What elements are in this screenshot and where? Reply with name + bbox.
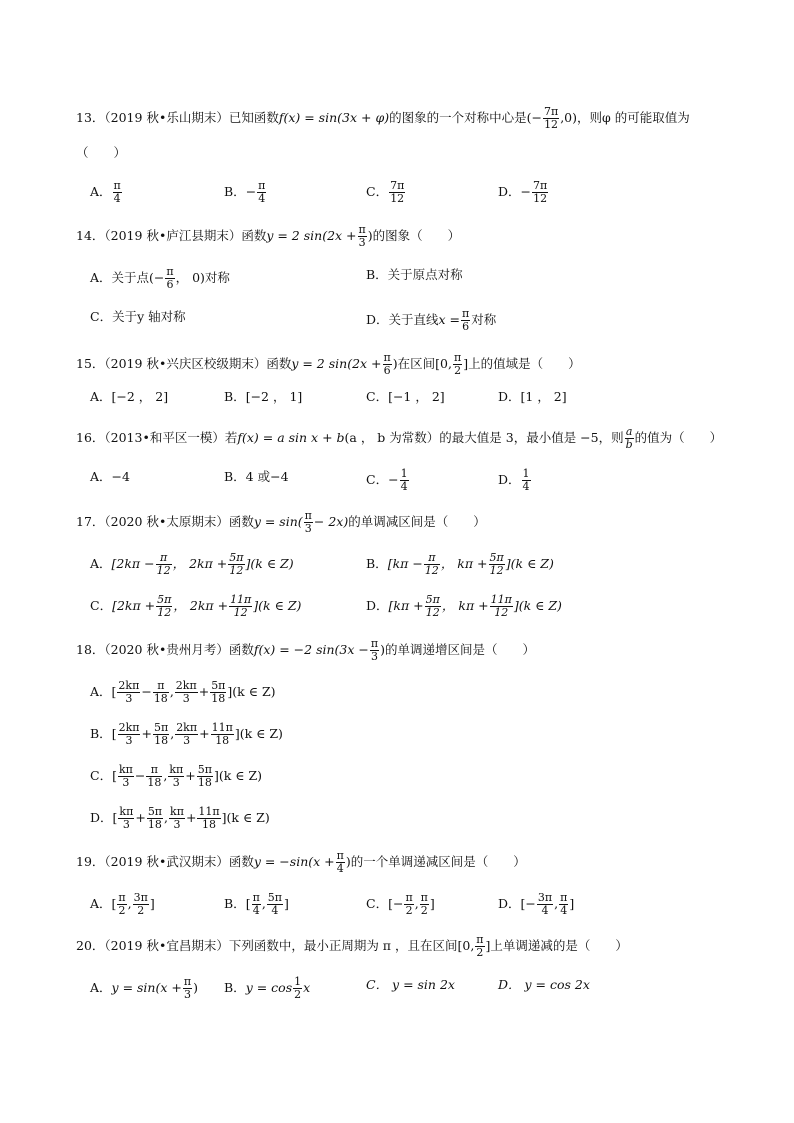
q15-function: y = 2 sin(2x +: [291, 356, 382, 371]
q15-function-fraction: $\frac{\pi}{6}$: [383, 351, 391, 377]
q17-function-tail: − 2x): [313, 514, 349, 529]
q13-stem: 13．（2019 秋•乐山期末）已知函数: [76, 110, 279, 125]
q13-center-pre: (−: [526, 110, 542, 125]
question-18: [76, 638, 535, 663]
q20-option-b[interactable]: B．y = cos $\frac{1}{2}$ x: [224, 975, 311, 1001]
q13-stem-b: 的图象的一个对称中心是: [389, 110, 527, 125]
q17-stem-b: 的单调减区间是（ ）: [348, 514, 486, 529]
q17-option-a[interactable]: A．[2kπ − $\frac{\pi}{12}$ ， 2kπ + $\frac{5\pi}{12}$ ](k ∈ Z): [90, 551, 294, 577]
question-20: [76, 934, 628, 959]
q20-interval-close: ]: [485, 938, 491, 953]
q15-option-d[interactable]: D．[1 ， 2]: [498, 389, 567, 404]
q20-option-d[interactable]: D． y = cos 2x: [498, 977, 590, 992]
q17-option-b[interactable]: B．[kπ − $\frac{\pi}{12}$ ， kπ + $\frac{5\pi}{12}$ ](k ∈ Z): [366, 551, 554, 577]
q20-option-c[interactable]: C． y = sin 2x: [366, 977, 455, 992]
q15-stem-b: 在区间: [397, 356, 436, 371]
question-14: [76, 224, 460, 249]
q13-function: f(x) = sin(3x + φ): [278, 110, 390, 125]
q16-option-d[interactable]: D． $\frac{1}{4}$: [498, 467, 530, 493]
q19-function-fraction: $\frac{\pi}{4}$: [336, 849, 344, 875]
q20-interval-open: [0,: [457, 938, 475, 953]
q19-stem-b: 的一个单调递减区间是（ ）: [350, 854, 526, 869]
q19-option-b[interactable]: B．[ $\frac{\pi}{4}$ , $\frac{5\pi}{4}$ ]: [224, 891, 289, 917]
q20-option-a[interactable]: A．y = sin(x + $\frac{\pi}{3}$ ): [90, 975, 198, 1001]
q16-option-c[interactable]: C．− $\frac{1}{4}$: [366, 467, 408, 493]
q13-option-d[interactable]: D．− $\frac{7\pi}{12}$: [498, 179, 548, 205]
q17-option-c[interactable]: C．[2kπ + $\frac{5\pi}{12}$ ， 2kπ + $\frac{11\pi}{12}$ ](k ∈ Z): [90, 593, 302, 619]
q16-stem-b: (a ， b 为常数）的最大值是 3，最小值是 −5，则: [344, 430, 624, 445]
q15-stem: 15．（2019 秋•兴庆区校级期末）函数: [76, 356, 292, 371]
q14-option-c[interactable]: C．关于y 轴对称: [90, 309, 186, 324]
q19-option-a[interactable]: A．[ $\frac{\pi}{2}$ , $\frac{3\pi}{2}$ ]: [90, 891, 155, 917]
q19-function-close: ): [345, 854, 351, 869]
q17-function-fraction: $\frac{\pi}{3}$: [304, 509, 312, 535]
q13-center-fraction: $\frac{7\pi}{12}$: [543, 105, 559, 131]
q14-function: y = 2 sin(2x +: [266, 228, 357, 243]
q13-option-a[interactable]: A． $\frac{\pi}{4}$: [90, 179, 121, 205]
q15-option-b[interactable]: B．[−2 ， 1]: [224, 389, 303, 404]
q18-function: f(x) = −2 sin(3x −: [253, 642, 369, 657]
q14-function-fraction: $\frac{\pi}{3}$: [358, 223, 366, 249]
question-15: [76, 352, 581, 377]
q14-option-d[interactable]: D．关于直线x = $\frac{\pi}{6}$ 对称: [366, 307, 497, 333]
q13-stem-c: ，则φ 的可能取值为: [577, 110, 690, 125]
q18-function-fraction: $\frac{\pi}{3}$: [370, 637, 379, 663]
q15-interval-close: ]: [463, 356, 469, 371]
q19-option-d[interactable]: D．[− $\frac{3\pi}{4}$ , $\frac{\pi}{4}$ ]: [498, 891, 575, 917]
q17-option-d[interactable]: D．[kπ + $\frac{5\pi}{12}$ ， kπ + $\frac{11\pi}{12}$ ](k ∈ Z): [366, 593, 562, 619]
q19-option-c[interactable]: C．[− $\frac{\pi}{2}$ , $\frac{\pi}{2}$ ]: [366, 891, 435, 917]
q18-stem: 18．（2020 秋•贵州月考）函数: [76, 642, 254, 657]
q16-function: f(x) = a sin x + b: [237, 430, 345, 445]
q17-stem: 17．（2020 秋•太原期末）函数: [76, 514, 254, 529]
q20-interval-fraction: $\frac{\pi}{2}$: [476, 933, 484, 959]
q13-option-b[interactable]: B．− $\frac{\pi}{4}$: [224, 179, 266, 205]
q18-stem-b: 的单调递增区间是（ ）: [385, 642, 536, 657]
question-13: [76, 106, 690, 131]
q18-option-a[interactable]: A．[ $\frac{2k\pi}{3}$ − $\frac{\pi}{18}$ , $\frac{2k\pi}{3}$ + $\frac{5\pi}{18}$ ](k ∈ Z): [90, 679, 276, 705]
q13-answer-paren: （ ）: [76, 145, 127, 160]
q15-option-a[interactable]: A．[−2 ， 2]: [90, 389, 169, 404]
q18-option-d[interactable]: D．[ $\frac{k\pi}{3}$ + $\frac{5\pi}{18}$ , $\frac{k\pi}{3}$ + $\frac{11\pi}{18}$ ](k ∈ Z): [90, 805, 270, 831]
q14-function-close: ): [367, 228, 373, 243]
q13-center-post: ,0): [560, 110, 577, 125]
q18-option-b[interactable]: B．[ $\frac{2k\pi}{3}$ + $\frac{5\pi}{18}$ , $\frac{2k\pi}{3}$ + $\frac{11\pi}{18}$ ](k ∈ Z): [90, 721, 283, 747]
q17-function: y = sin(: [253, 514, 303, 529]
q15-interval-open: [0,: [435, 356, 452, 371]
question-16: [76, 426, 722, 451]
q20-stem-b: 上单调递减的是（ ）: [490, 938, 628, 953]
q15-option-c[interactable]: C．[−1 ， 2]: [366, 389, 445, 404]
q18-option-c[interactable]: C．[ $\frac{k\pi}{3}$ − $\frac{\pi}{18}$ , $\frac{k\pi}{3}$ + $\frac{5\pi}{18}$ ](k ∈ Z): [90, 763, 263, 789]
q16-stem-c: 的值为（ ）: [634, 430, 723, 445]
q16-option-b[interactable]: B．4 或−4: [224, 469, 289, 484]
q14-option-a[interactable]: A．关于点(− $\frac{\pi}{6}$ ， 0)对称: [90, 265, 230, 291]
question-17: [76, 510, 486, 535]
q20-stem: 20．（2019 秋•宜昌期末）下列函数中，最小正周期为 π ，且在区间: [76, 938, 458, 953]
q14-option-b[interactable]: B．关于原点对称: [366, 267, 463, 282]
q15-function-close: ): [392, 356, 398, 371]
q13-option-c[interactable]: C． $\frac{7\pi}{12}$: [366, 179, 405, 205]
q15-stem-c: 上的值域是（ ）: [468, 356, 581, 371]
q19-stem: 19．（2019 秋•武汉期末）函数: [76, 854, 254, 869]
q18-function-close: ): [380, 642, 385, 657]
q14-stem-b: 的图象（ ）: [372, 228, 461, 243]
q16-ratio-fraction: $\frac{a}{b}$: [625, 425, 633, 451]
q16-stem: 16．（2013•和平区一模）若: [76, 430, 238, 445]
q15-interval-fraction: $\frac{\pi}{2}$: [453, 351, 462, 377]
question-19: [76, 850, 526, 875]
q19-function: y = −sin(x +: [253, 854, 335, 869]
q14-stem: 14．（2019 秋•庐江县期末）函数: [76, 228, 267, 243]
q16-option-a[interactable]: A．−4: [90, 469, 130, 484]
